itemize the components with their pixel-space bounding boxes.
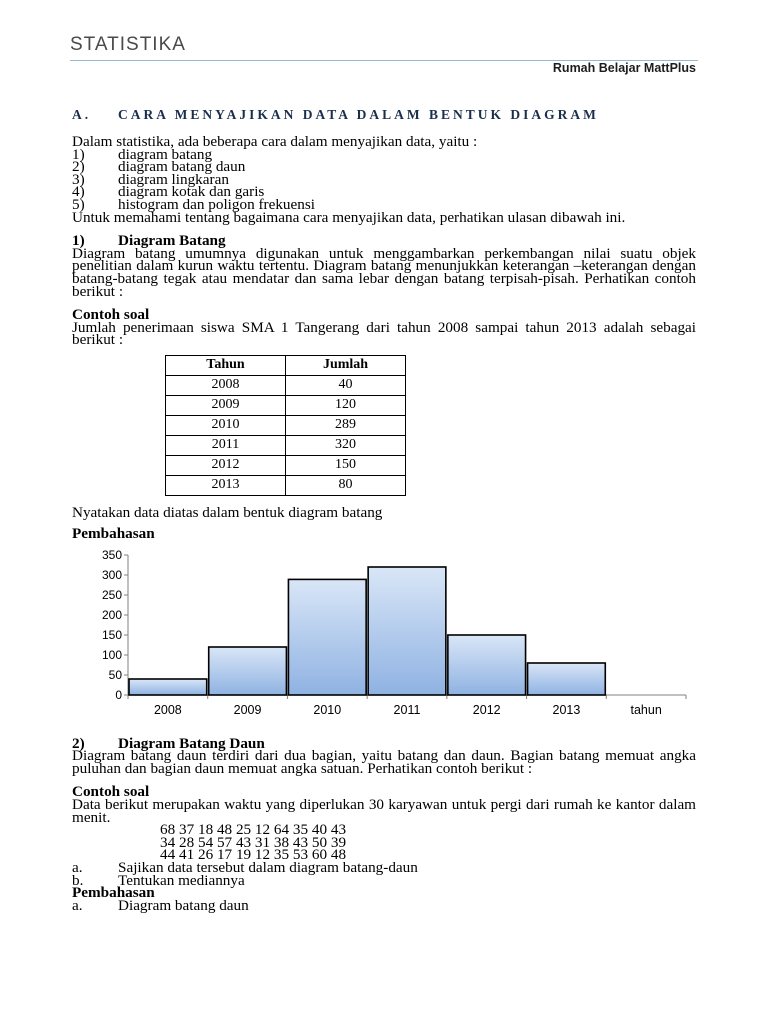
list-item-number: 4) [72, 183, 85, 201]
table-cell: 150 [286, 455, 406, 475]
x-tick-label: 2010 [313, 703, 342, 718]
table-cell: 2010 [166, 415, 286, 435]
table-cell: 2008 [166, 375, 286, 395]
y-tick-label: 350 [101, 548, 122, 563]
y-tick-label: 200 [101, 608, 122, 623]
task-text: Sajikan data tersebut dalam diagram batang-daun [118, 859, 418, 877]
list-item-text: diagram kotak dan garis [118, 183, 265, 201]
section-a-title: CARA MENYAJIKAN DATA DALAM BENTUK DIAGRAM [118, 107, 599, 122]
solution-label-2: Pembahasan [72, 884, 155, 902]
solution-item [72, 896, 696, 914]
bar-2008 [129, 679, 207, 695]
table-header-row [166, 355, 406, 375]
list-item-number: 1) [72, 145, 85, 163]
y-tick-label: 250 [101, 588, 122, 603]
section-2-title: Diagram Batang Daun [118, 734, 265, 752]
section-1-title: Diagram Batang [118, 232, 226, 250]
bar-2013 [528, 663, 606, 695]
solution-label: Pembahasan [72, 524, 155, 542]
task-item [72, 871, 696, 889]
task-number: a. [72, 859, 83, 877]
section-2-number: 2) [72, 734, 85, 752]
section-1-number: 1) [72, 232, 85, 250]
section-1-body: Diagram batang umumnya digunakan untuk menggambarkan perkembangan nilai suatu objek penelitian dalam kurun waktu tertentu. Diagram batang menunjukkan keterangan –keterangan dengan batang-batang tegak atau mendatar dan sama lebar dengan batang terpisah-pisah. Perhatikan contoh berikut : [72, 244, 696, 300]
publisher-name: Rumah Belajar MattPlus [552, 61, 696, 75]
y-tick-label: 300 [101, 568, 122, 583]
intro-closing: Untuk memahami tentang bagaimana cara menyajikan data, perhatikan ulasan dibawah ini. [72, 208, 626, 226]
task-text: Tentukan mediannya [118, 871, 245, 889]
x-tick-label: 2013 [552, 703, 581, 718]
table-row [166, 435, 406, 455]
list-item-text: diagram batang daun [118, 158, 246, 176]
table-cell: 2009 [166, 395, 286, 415]
y-tick-label: 0 [115, 688, 122, 703]
list-item-text: diagram lingkaran [118, 170, 229, 188]
table-cell: 320 [286, 435, 406, 455]
y-tick-label: 100 [101, 648, 122, 663]
y-tick-label: 50 [108, 668, 122, 683]
section-2-body: Diagram batang daun terdiri dari dua bagian, yaitu batang dan daun. Bagian batang memuat angka puluhan dan bagian daun memuat angka satuan. Perhatikan contoh berikut : [72, 747, 696, 777]
bar-2010 [288, 579, 366, 695]
table-row [166, 455, 406, 475]
list-item-number: 3) [72, 170, 85, 188]
table-row [166, 475, 406, 495]
x-tick-label: 2011 [393, 703, 421, 718]
section-a-number: A. [72, 107, 92, 122]
example-text: Jumlah penerimaan siswa SMA 1 Tangerang dari tahun 2008 sampai tahun 2013 adalah sebagai berikut : [72, 318, 696, 349]
question-text: Nyatakan data diatas dalam bentuk diagram batang [72, 503, 383, 521]
table-cell: 2011 [166, 435, 286, 455]
list-item-number: 2) [72, 158, 85, 176]
example-label: Contoh soal [72, 306, 150, 324]
data-row: 44 41 26 17 19 12 35 53 60 48 [160, 846, 347, 864]
y-tick-label: 150 [101, 628, 122, 643]
intro-list [72, 145, 696, 213]
table-header-tahun: Tahun [166, 355, 286, 375]
solution-item-number: a. [72, 896, 83, 914]
data-row: 34 28 54 57 43 31 38 43 50 39 [160, 833, 347, 851]
section-a-heading [72, 108, 696, 122]
table-cell: 40 [286, 375, 406, 395]
example-label-2: Contoh soal [72, 783, 150, 801]
table-header-jumlah: Jumlah [286, 355, 406, 375]
bar-2011 [368, 567, 446, 695]
list-item-text: histogram dan poligon frekuensi [118, 195, 315, 213]
table-row [166, 375, 406, 395]
bar-chart-container [70, 545, 696, 730]
x-tick-label: 2012 [472, 703, 501, 718]
list-item-text: diagram batang [118, 145, 213, 163]
document-body [72, 108, 696, 912]
x-tick-label: 2008 [153, 703, 182, 718]
table-cell: 120 [286, 395, 406, 415]
table-cell: 2013 [166, 475, 286, 495]
table-cell: 80 [286, 475, 406, 495]
table-cell: 289 [286, 415, 406, 435]
list-item-number: 5) [72, 195, 85, 213]
table-cell: 2012 [166, 455, 286, 475]
x-axis-label: tahun [630, 703, 662, 718]
solution-item-text: Diagram batang daun [118, 896, 249, 914]
bar-2009 [209, 647, 287, 695]
intro-lead: Dalam statistika, ada beberapa cara dalam menyajikan data, yaitu : [72, 133, 478, 150]
data-row: 68 37 18 48 25 12 64 35 40 43 [160, 821, 347, 839]
bar-2012 [448, 635, 526, 695]
table-row [166, 395, 406, 415]
table-row [166, 415, 406, 435]
example-text-2: Data berikut merupakan waktu yang diperlukan 30 karyawan untuk pergi dari rumah ke kantor dalam menit. [72, 796, 696, 826]
bar-chart [70, 545, 696, 727]
data-rows [72, 821, 696, 864]
data-table [165, 355, 406, 496]
document-title: STATISTIKA [70, 34, 186, 55]
task-number: b. [72, 871, 84, 889]
x-tick-label: 2009 [233, 703, 262, 718]
